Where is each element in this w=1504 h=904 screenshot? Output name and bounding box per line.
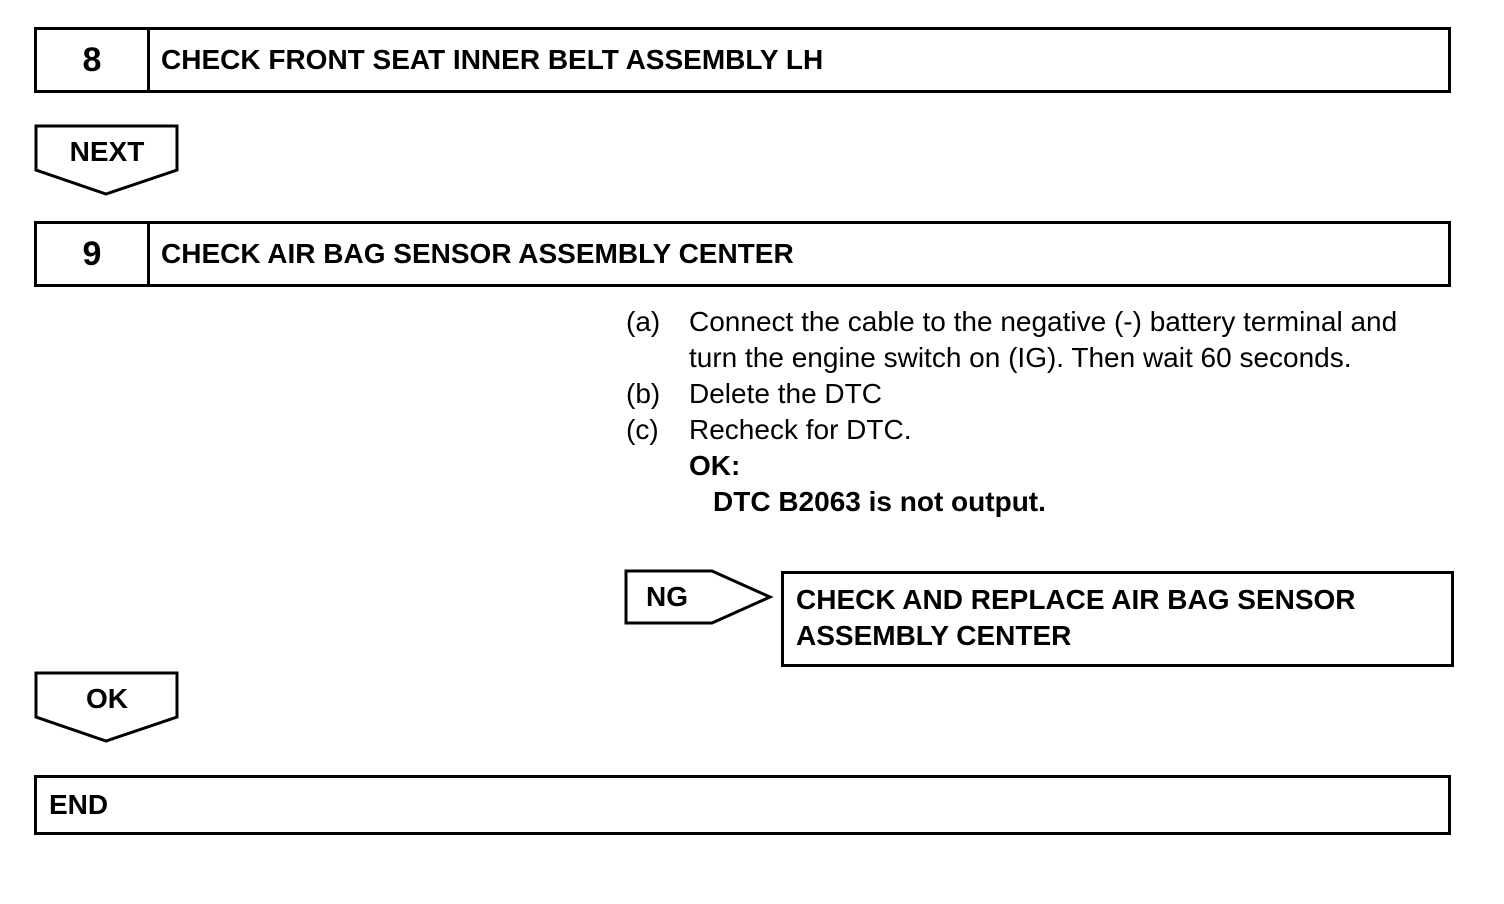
ng-result-line: ASSEMBLY CENTER — [796, 620, 1072, 651]
instruction-letter: (b) — [626, 378, 661, 409]
instruction-letter: (c) — [626, 414, 659, 445]
ng-result-line: CHECK AND REPLACE AIR BAG SENSOR — [796, 584, 1356, 615]
ok-tab — [34, 671, 180, 745]
instruction-text: Delete the DTC — [689, 378, 882, 409]
ok-label: OK — [86, 683, 128, 714]
instruction-item — [626, 376, 1456, 412]
instructions — [626, 304, 1456, 520]
step-title: CHECK FRONT SEAT INNER BELT ASSEMBLY LH — [161, 44, 824, 75]
instruction-letter: (a) — [626, 306, 661, 337]
step-number: 8 — [37, 30, 150, 90]
next-label: NEXT — [69, 136, 145, 167]
end-label: END — [49, 789, 109, 820]
step-9-box — [34, 221, 1451, 287]
end-box — [34, 775, 1451, 835]
ng-result-box — [781, 571, 1454, 667]
step-number: 9 — [37, 224, 150, 284]
ok-criteria-value: DTC B2063 is not output. — [713, 486, 1046, 517]
step-8-box — [34, 27, 1451, 93]
next-tab — [34, 124, 180, 198]
instruction-text: Recheck for DTC. — [689, 414, 912, 445]
ng-tab — [624, 569, 774, 627]
instruction-text: Connect the cable to the negative (-) battery terminal and turn the engine switch on (IG). Then wait 60 seconds. — [689, 306, 1398, 373]
ok-criteria-label: OK: — [689, 450, 741, 481]
instruction-item — [626, 304, 1456, 376]
instruction-item — [626, 412, 1456, 448]
ng-label: NG — [646, 581, 688, 612]
step-title: CHECK AIR BAG SENSOR ASSEMBLY CENTER — [161, 238, 794, 269]
